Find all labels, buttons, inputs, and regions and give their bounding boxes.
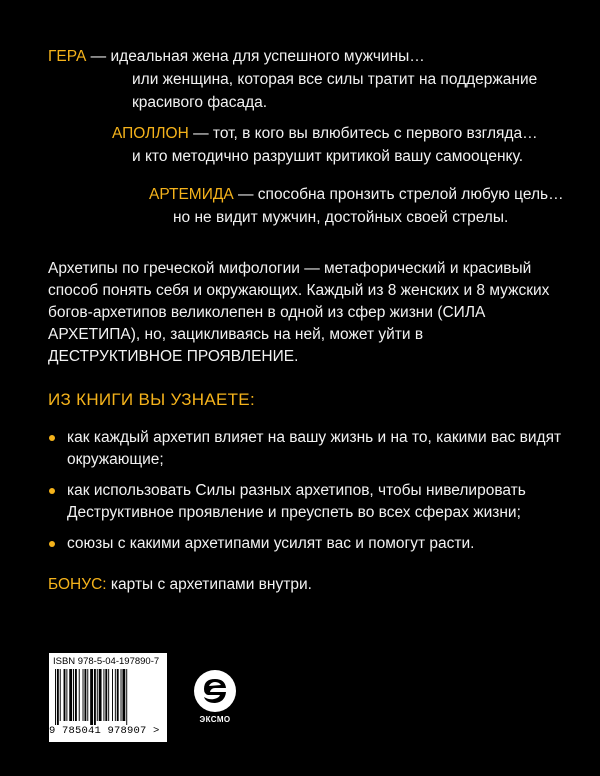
barcode-digits: 9 785041 978907 >	[49, 725, 160, 737]
artemis-line-1	[149, 183, 564, 206]
apollo-name: АПОЛЛОН	[112, 125, 189, 142]
learn-list	[48, 418, 568, 555]
publisher-name: ЭКСМО	[199, 715, 231, 724]
hera-text-2: или женщина, которая все силы тратит на поддержание	[132, 71, 538, 88]
hera-line-1	[48, 45, 537, 68]
isbn-text: ISBN 978-5-04-197890-7	[53, 656, 160, 667]
description-paragraph: Архетипы по греческой мифологии — метафорический и красивый способ понять себя и окружающих. Каждый из 8 женских и 8 мужских богов-архетипов великолепен в одной из сфер жизни (СИЛА АРХЕТИПА), но, зацикливаясь на ней, может уйти в ДЕСТРУКТИВНОЕ ПРОЯВЛЕНИЕ.	[48, 260, 550, 365]
list-item	[48, 480, 568, 524]
bullet-dot-icon	[49, 541, 55, 547]
hera-text-1: — идеальная жена для успешного мужчины…	[86, 48, 425, 65]
hera-text-3: красивого фасада.	[132, 94, 268, 111]
bonus-line	[48, 574, 312, 596]
artemis-intro	[149, 183, 564, 229]
barcode-bars	[55, 669, 161, 725]
apollo-intro	[112, 122, 538, 168]
publisher-logo	[192, 668, 238, 734]
section-title: ИЗ КНИГИ ВЫ УЗНАЕТЕ:	[48, 390, 255, 409]
list-item	[48, 427, 568, 471]
artemis-text-1: — способна пронзить стрелой любую цель…	[233, 186, 564, 203]
bullet-dot-icon	[49, 488, 55, 494]
hera-name: ГЕРА	[48, 48, 87, 65]
eksmo-logo-icon	[192, 668, 238, 714]
apollo-text-1: — тот, в кого вы влюбитесь с первого взгляда…	[188, 125, 538, 142]
list-item-text: союзы с какими архетипами усилят вас и помогут расти.	[67, 535, 475, 552]
list-item-text: как каждый архетип влияет на вашу жизнь и на то, какими вас видят окружающие;	[67, 429, 562, 468]
list-item	[48, 533, 568, 555]
bonus-label: БОНУС:	[48, 576, 107, 593]
list-item-text: как использовать Силы разных архетипов, чтобы нивелировать Деструктивное проявление и преуспеть во всех сферах жизни;	[67, 482, 526, 521]
artemis-text-2: но не видит мужчин, достойных своей стрелы.	[173, 209, 509, 226]
bullet-dot-icon	[49, 435, 55, 441]
apollo-line-1	[112, 122, 538, 145]
bonus-text: карты с архетипами внутри.	[106, 576, 312, 593]
barcode-block	[49, 653, 167, 742]
artemis-name: АРТЕМИДА	[149, 186, 234, 203]
apollo-text-2: и кто методично разрушит критикой вашу самооценку.	[132, 148, 524, 165]
hera-intro	[48, 45, 537, 114]
